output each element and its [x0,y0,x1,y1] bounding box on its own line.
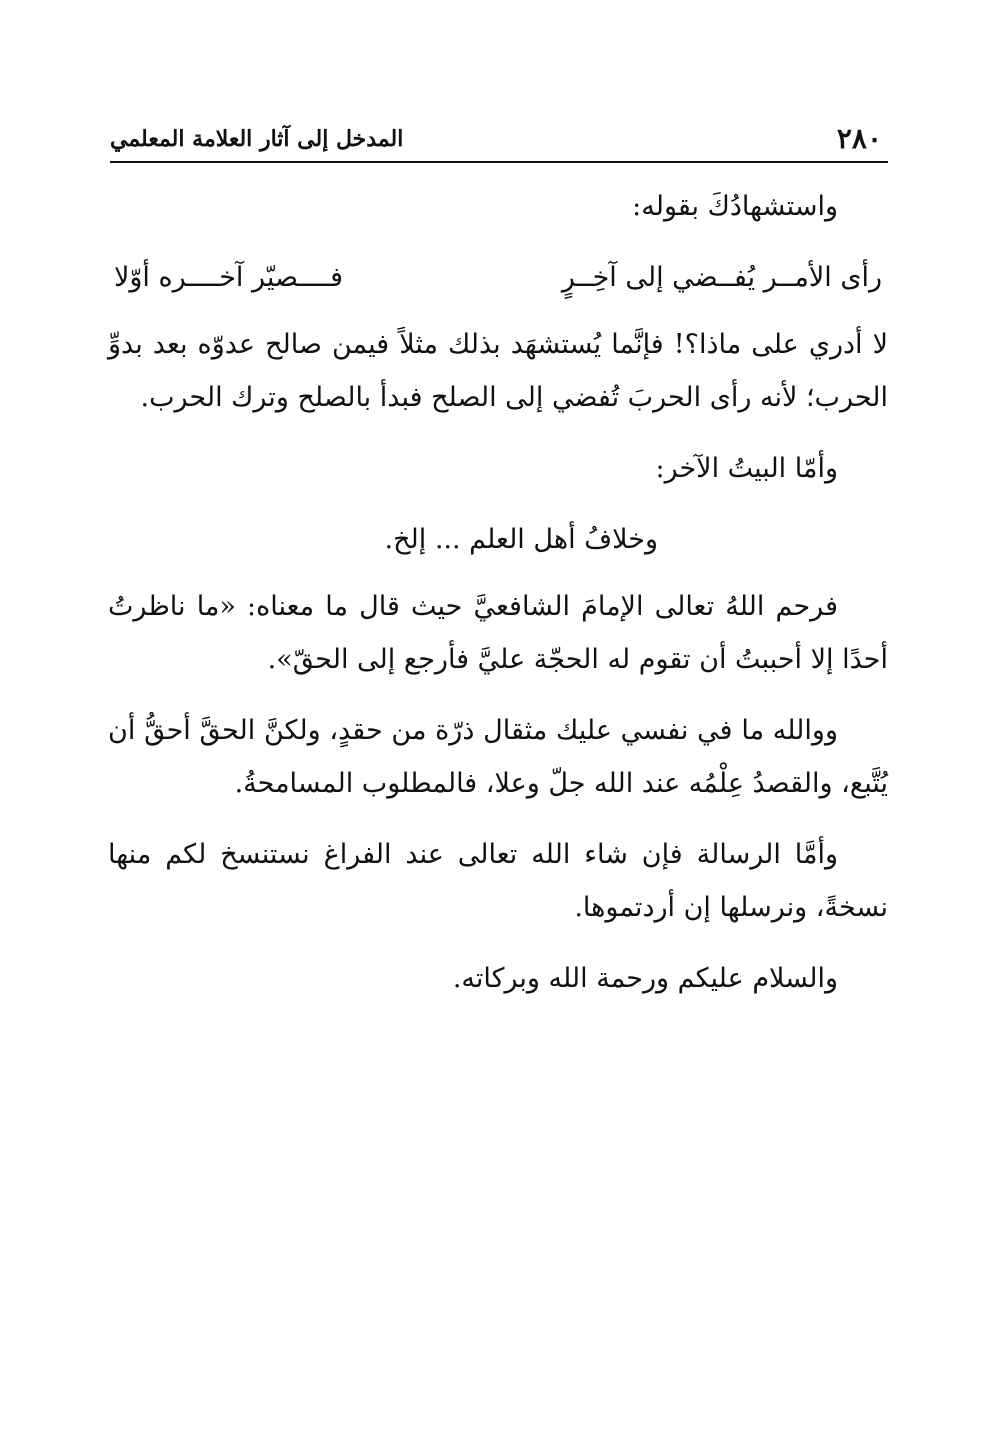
poem-hemistich-first: رأى الأمــر يُفــضي إلى آخِــرٍ [561,262,882,293]
paragraph-commentary: لا أدري على ماذا؟! فإنَّما يُستشهَد بذلك مثلاً فيمن صالح عدوّه بعد بدوِّ الحرب؛ لأنه رأى الحربَ تُفضي إلى الصلح فبدأ بالصلح وترك الحرب. [108,329,888,413]
page-number: ٢٨٠ [836,122,882,155]
paragraph-closing: والسلام عليكم ورحمة الله وبركاته. [452,963,838,994]
paragraph-intro: واستشهادُكَ بقوله: [632,191,838,222]
page-body [108,180,888,1023]
paragraph-second-verse-intro: وأمّا البيتُ الآخر: [655,453,838,484]
paragraph-letter: وأمَّا الرسالة فإن شاء الله تعالى عند الفراغ نستنسخ لكم منها نسخةً، ونرسلها إن أردتموها. [108,839,888,923]
header-divider [110,161,888,163]
book-title: المدخل إلى آثار العلامة المعلمي [110,126,404,152]
running-header [110,124,888,160]
paragraph-oath: ووالله ما في نفسي عليك مثقال ذرّة من حقدٍ، ولكنَّ الحقَّ أحقُّ أن يُتَّبع، والقصدُ عِلْمُه عند الله جلّ وعلا، فالمطلوب المسامحةُ. [108,715,888,799]
poem-hemistich-second: فــــصيّر آخــــره أوّلا [114,262,343,293]
second-verse: وخلافُ أهل العلم ... إلخ. [384,524,658,555]
poem-verse [108,251,888,304]
paragraph-shafii-quote: فرحم اللهُ تعالى الإمامَ الشافعيَّ حيث قال ما معناه: «ما ناظرتُ أحدًا إلا أحببتُ أن تقوم له الحجّة عليَّ فأرجع إلى الحقّ». [108,591,888,675]
